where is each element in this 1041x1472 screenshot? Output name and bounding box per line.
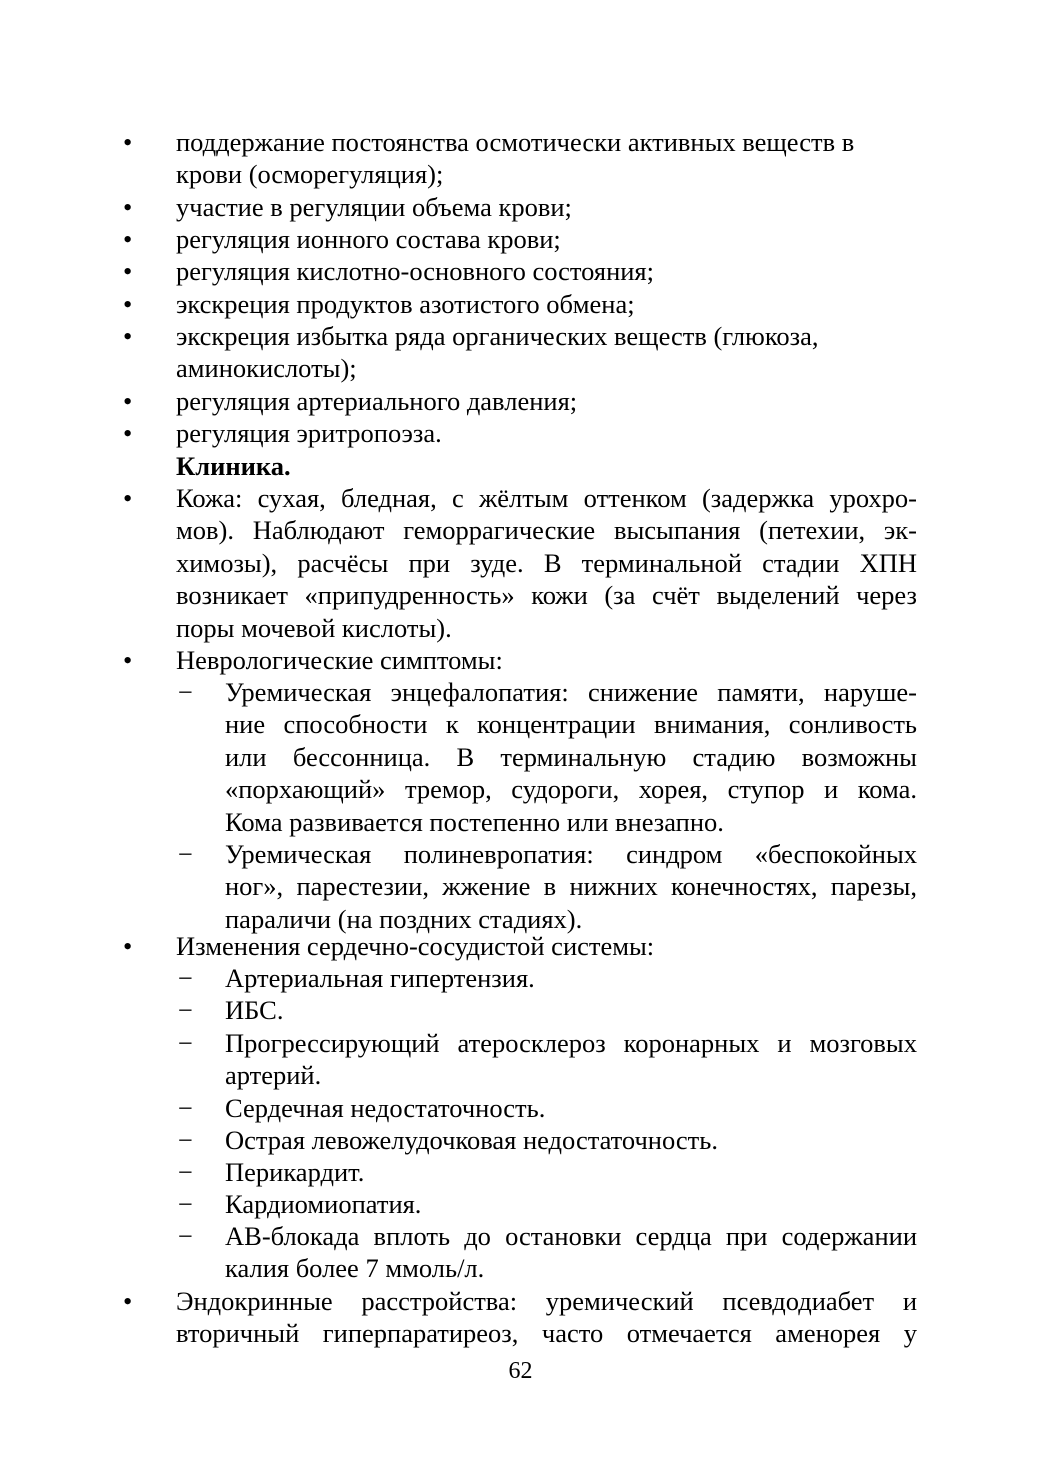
- sub-list-item: [225, 1156, 917, 1188]
- bullet-marker: •: [123, 418, 133, 448]
- text-line: крови (осморегуляция);: [176, 159, 444, 190]
- list-item: [176, 417, 917, 449]
- text-line: вторичный гиперпаратиреоз, часто отмечается аменорея у: [176, 1318, 917, 1349]
- text-line: мов). Наблюдают геморрагические высыпания (петехии, эк-: [176, 515, 917, 546]
- text-line: регуляция артериального давления;: [176, 386, 578, 416]
- dash-marker: −: [178, 839, 193, 869]
- text-line: регуляция ионного состава крови;: [176, 224, 561, 254]
- sub-list-item: [225, 676, 917, 838]
- text-line: Уремическая энцефалопатия: снижение памяти, наруше-: [225, 677, 917, 707]
- bullet-marker: •: [123, 256, 133, 286]
- text-line: калия более 7 ммоль/л.: [225, 1253, 485, 1284]
- sub-list-item: [225, 838, 917, 935]
- text-line: аминокислоты);: [176, 353, 357, 384]
- text-line: поры мочевой кислоты).: [176, 612, 452, 643]
- list-item: [176, 644, 917, 676]
- sub-list-item: [225, 962, 917, 994]
- text-line: химозы), расчёсы при зуде. В терминальной стадии ХПН: [176, 547, 917, 578]
- list-item: [176, 1285, 917, 1350]
- text-line: ног», парестезии, жжение в нижних конечностях, парезы,: [225, 871, 917, 902]
- text-line: Кардиомиопатия.: [225, 1189, 422, 1219]
- dash-marker: −: [178, 1125, 193, 1155]
- dash-marker: −: [178, 963, 193, 993]
- bullet-marker: •: [123, 192, 133, 222]
- section-heading: Клиника.: [176, 451, 291, 481]
- text-line: АВ-блокада вплоть до остановки сердца при содержании: [225, 1221, 917, 1251]
- text-line: Сердечная недостаточность.: [225, 1093, 546, 1123]
- list-item: [176, 385, 917, 417]
- text-line: Кожа: сухая, бледная, с жёлтым оттенком (задержка урохро-: [176, 483, 917, 513]
- text-line: Эндокринные расстройства: уремический псевдодиабет и: [176, 1286, 917, 1316]
- text-line: участие в регуляции объема крови;: [176, 192, 572, 222]
- sub-list-item: [225, 1027, 917, 1092]
- text-line: регуляция кислотно-основного состояния;: [176, 256, 654, 286]
- text-line: возникает «припудренность» кожи (за счёт выделений через: [176, 580, 917, 611]
- text-line: Кома развивается постепенно или внезапно.: [225, 806, 724, 837]
- dash-marker: −: [178, 1189, 193, 1219]
- text-line: экскреция избытка ряда органических веществ (глюкоза,: [176, 321, 819, 351]
- page-number: 62: [508, 1358, 533, 1384]
- bullet-marker: •: [123, 645, 133, 675]
- list-item: [176, 930, 917, 962]
- text-line: Изменения сердечно-сосудистой системы:: [176, 931, 655, 961]
- dash-marker: −: [178, 1221, 193, 1251]
- bullet-marker: •: [123, 1286, 133, 1316]
- text-line: ИБС.: [225, 995, 284, 1025]
- dash-marker: −: [178, 677, 193, 707]
- dash-marker: −: [178, 1093, 193, 1123]
- text-line: артерий.: [225, 1060, 322, 1091]
- text-line: Перикардит.: [225, 1157, 365, 1187]
- text-line: Острая левожелудочковая недостаточность.: [225, 1125, 718, 1155]
- list-item: [176, 126, 917, 191]
- text-line: Уремическая полиневропатия: синдром «беспокойных: [225, 839, 917, 869]
- list-item: [176, 255, 917, 287]
- sub-list-item: [225, 1188, 917, 1220]
- sub-list-item: [225, 1220, 917, 1285]
- dash-marker: −: [178, 1028, 193, 1058]
- sub-list-item: [225, 1092, 917, 1124]
- bullet-marker: •: [123, 483, 133, 513]
- text-line: поддержание постоянства осмотически активных веществ в: [176, 127, 855, 157]
- dash-marker: −: [178, 995, 193, 1025]
- bullet-marker: •: [123, 224, 133, 254]
- bullet-marker: •: [123, 321, 133, 351]
- text-line: Неврологические симптомы:: [176, 645, 503, 675]
- bullet-marker: •: [123, 931, 133, 961]
- sub-list-item: [225, 1124, 917, 1156]
- text-line: Артериальная гипертензия.: [225, 963, 535, 993]
- list-item: [176, 288, 917, 320]
- list-item: [176, 223, 917, 255]
- bullet-marker: •: [123, 289, 133, 319]
- text-line: экскреция продуктов азотистого обмена;: [176, 289, 635, 319]
- bullet-marker: •: [123, 127, 133, 157]
- list-item: [176, 191, 917, 223]
- text-line: Прогрессирующий атеросклероз коронарных и мозговых: [225, 1028, 917, 1058]
- text-line: «порхающий» тремор, судороги, хорея, ступор и кома.: [225, 774, 917, 805]
- text-line: ние способности к концентрации внимания, сонливость: [225, 709, 917, 740]
- bullet-marker: •: [123, 386, 133, 416]
- list-item: [176, 320, 917, 385]
- text-line: или бессонница. В терминальную стадию возможны: [225, 741, 917, 772]
- list-item: [176, 482, 917, 644]
- text-line: параличи (на поздних стадиях).: [225, 903, 583, 934]
- sub-list-item: [225, 994, 917, 1026]
- dash-marker: −: [178, 1157, 193, 1187]
- text-line: регуляция эритропоэза.: [176, 418, 442, 448]
